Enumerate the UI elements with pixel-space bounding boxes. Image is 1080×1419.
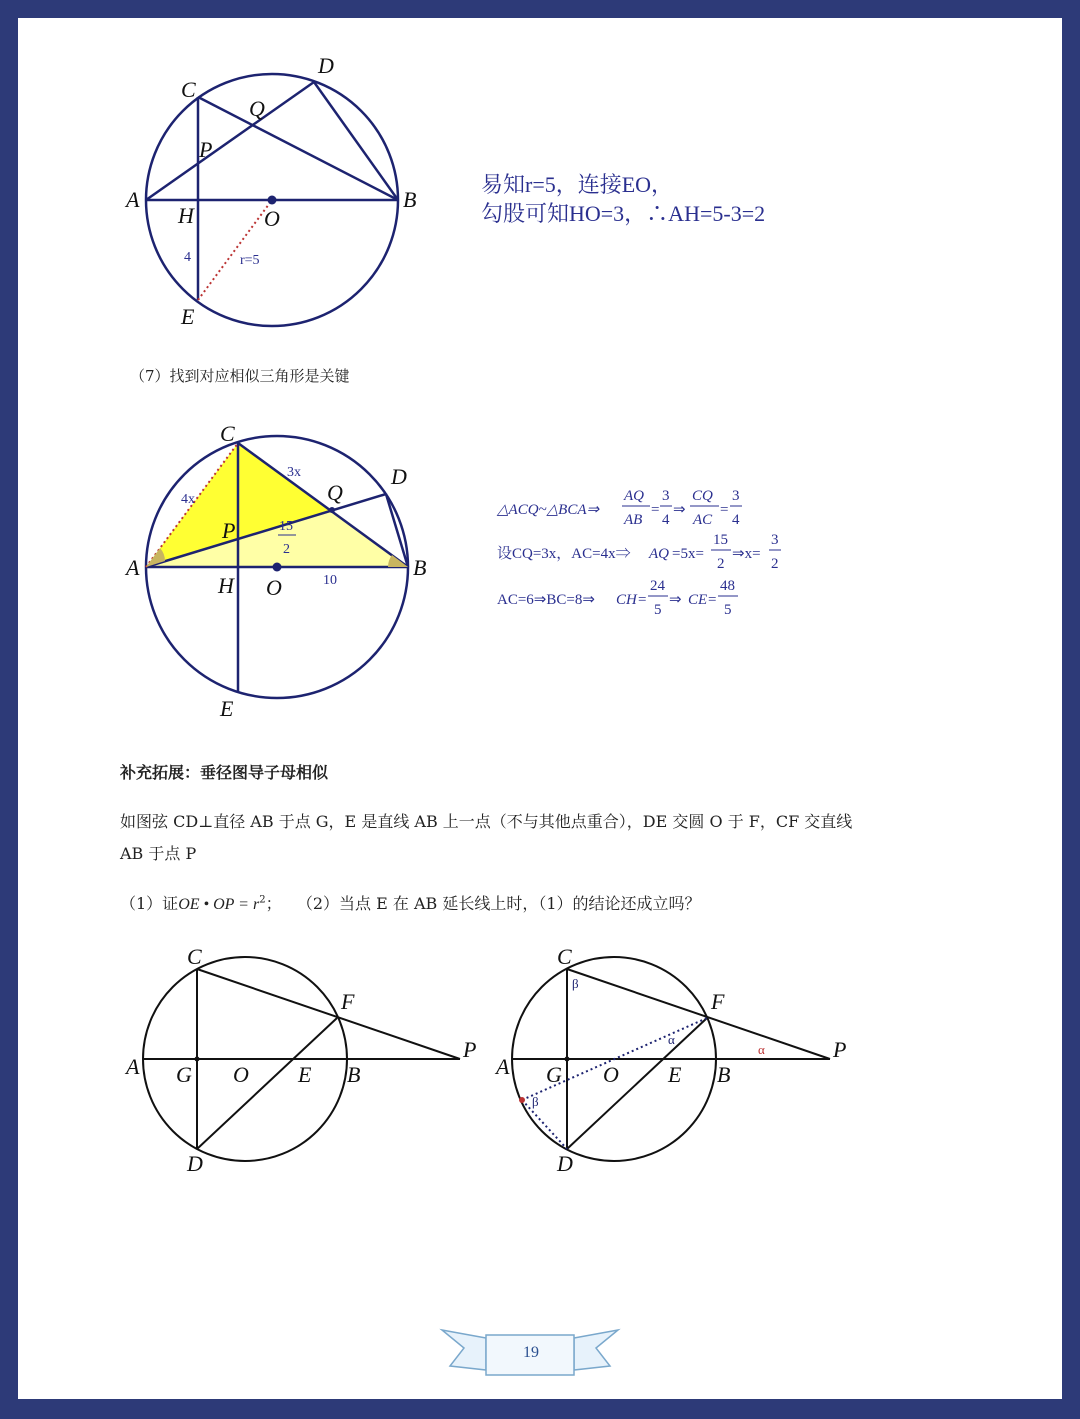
label-e-2: E [220, 696, 234, 721]
label-q-2: Q [327, 480, 343, 505]
item-7-text: （7）找到对应相似三角形是关键 [130, 367, 350, 385]
arrow-3: ⇒ [669, 592, 682, 608]
q1-sup: 2 [259, 894, 266, 906]
aq-denominator: 2 [283, 542, 290, 557]
note-2-similar: △ACQ~△BCA⇒ [497, 502, 600, 518]
beta-c: β [572, 976, 579, 991]
label-g-4: G [546, 1062, 562, 1087]
frac-2b: 2 [771, 556, 779, 572]
label-e-4: E [668, 1062, 682, 1087]
frac-3b: 3 [732, 488, 740, 504]
label-q: Q [249, 96, 265, 121]
label-h-2: H [218, 573, 234, 598]
label-e: E [181, 304, 195, 329]
radius-label: r=5 [240, 253, 260, 268]
ribbon-right [574, 1330, 618, 1370]
note-2-ch: CH [616, 592, 637, 608]
label-b-3: B [347, 1062, 361, 1087]
frac-48: 48 [720, 578, 735, 594]
label-a-4: A [496, 1054, 510, 1079]
label-b: B [403, 187, 417, 212]
note-2-aq: AQ [649, 546, 669, 562]
label-h: H [178, 203, 194, 228]
label-c-3: C [187, 944, 202, 969]
supplement-para-line-1: 如图弦 CD⊥直径 AB 于点 G，E 是直线 AB 上一点（不与其他点重合），DE 交圆 O 于 F，CF 交直线 [120, 812, 853, 831]
label-c-4: C [557, 944, 572, 969]
beta-extra: β [532, 1094, 539, 1109]
frac-3c: 3 [771, 532, 779, 548]
supplement-para-line-2: AB 于点 P [120, 844, 197, 863]
label-p: P [199, 137, 213, 162]
ribbon-left [442, 1330, 486, 1370]
length-ob: 10 [323, 573, 337, 588]
label-p-2: P [222, 518, 236, 543]
eq-2: = [720, 502, 729, 518]
frac-5a: 5 [654, 602, 662, 618]
label-o-3: O [233, 1062, 249, 1087]
frac-4b: 4 [732, 512, 740, 528]
label-b-2: B [413, 555, 427, 580]
q1-prefix: （1）证 [120, 894, 179, 913]
eq-3: = [638, 592, 647, 608]
label-e-3: E [298, 1062, 312, 1087]
note-2-let: 设CQ=3x，AC=4x⇒ [497, 546, 631, 562]
label-c-2: C [220, 421, 235, 446]
label-d-2: D [391, 464, 407, 489]
note-2-ac6: AC=6⇒BC=8⇒ [497, 592, 595, 608]
document-page [18, 18, 1062, 1399]
length-ac: 4x [181, 492, 195, 507]
frac-ac: AC [693, 512, 713, 528]
q1-suffix: ； [265, 894, 282, 913]
note-1-line-2: 勾股可知HO=3，∴AH=5-3=2 [481, 201, 766, 226]
label-o: O [264, 206, 280, 231]
label-a: A [126, 187, 140, 212]
label-f-4: F [711, 989, 725, 1014]
note-2-5x: =5x= [672, 546, 704, 562]
alpha-f: α [668, 1032, 675, 1047]
label-f-3: F [341, 989, 355, 1014]
note-2-x: ⇒x= [732, 546, 761, 562]
aq-numerator: 15 [279, 519, 293, 534]
supplement-heading: 补充拓展：垂径图导子母相似 [120, 763, 329, 782]
frac-2a: 2 [717, 556, 725, 572]
label-p-4: P [833, 1037, 847, 1062]
arrow-1: ⇒ [673, 502, 686, 518]
note-2-ce: CE [688, 592, 708, 608]
frac-5b: 5 [724, 602, 732, 618]
label-a-3: A [126, 1054, 140, 1079]
label-o-2: O [266, 575, 282, 600]
q1-math: OE • OP = r [178, 896, 260, 913]
label-b-4: B [717, 1062, 731, 1087]
alpha-p: α [758, 1042, 765, 1057]
label-d-3: D [187, 1151, 203, 1176]
note-1-line-1: 易知r=5，连接EO， [481, 172, 674, 197]
length-cq: 3x [287, 465, 301, 480]
page-number: 19 [523, 1344, 539, 1361]
label-d: D [318, 53, 334, 78]
frac-24: 24 [650, 578, 665, 594]
page-ribbon [18, 18, 1062, 1399]
q2-text: （2）当点 E 在 AB 延长线上时，（1）的结论还成立吗？ [296, 894, 701, 913]
eq-1: = [651, 502, 660, 518]
label-a-2: A [126, 555, 140, 580]
frac-3a: 3 [662, 488, 670, 504]
eq-4: = [708, 592, 717, 608]
frac-15: 15 [713, 532, 728, 548]
label-o-4: O [603, 1062, 619, 1087]
label-g-3: G [176, 1062, 192, 1087]
length-he: 4 [184, 250, 191, 265]
frac-ab: AB [624, 512, 643, 528]
frac-4a: 4 [662, 512, 670, 528]
label-c: C [181, 77, 196, 102]
label-d-4: D [557, 1151, 573, 1176]
frac-aq: AQ [624, 488, 644, 504]
label-p-3: P [463, 1037, 477, 1062]
frac-cq: CQ [692, 488, 713, 504]
